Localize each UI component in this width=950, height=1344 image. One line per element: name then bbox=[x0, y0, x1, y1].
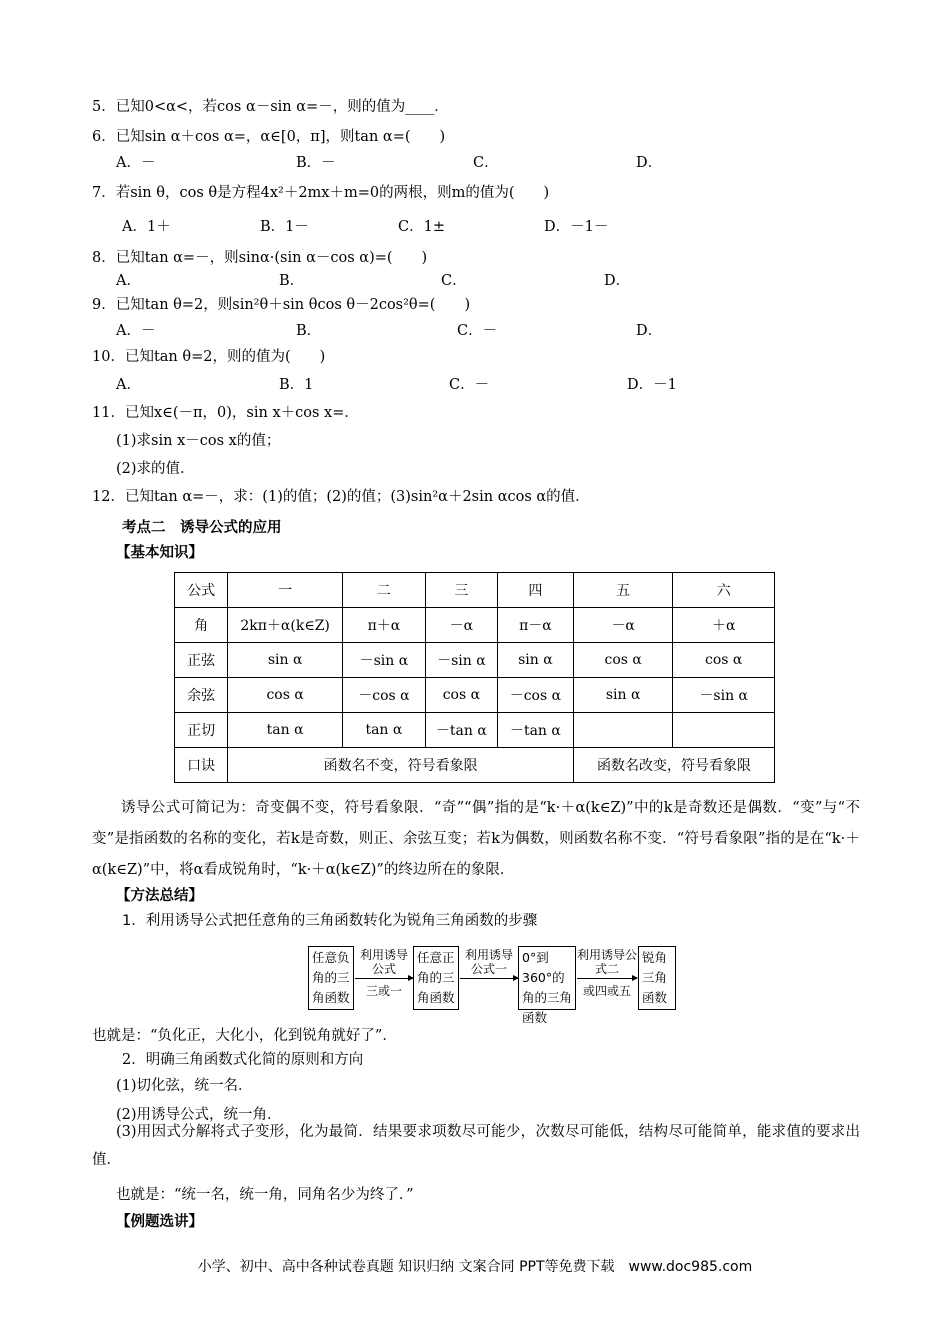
table-cell: 正切 bbox=[175, 713, 228, 748]
table-cell: 余弦 bbox=[175, 678, 228, 713]
table-cell: 口诀 bbox=[175, 748, 228, 783]
method-item-2: 2．明确三角函数式化简的原则和方向 bbox=[122, 1052, 364, 1068]
table-cell: －sin α bbox=[673, 678, 775, 713]
table-cell: π＋α bbox=[342, 608, 425, 643]
table-cell: tan α bbox=[228, 713, 343, 748]
flow-arrow-3 bbox=[577, 948, 637, 1001]
table-cell: 一 bbox=[228, 573, 343, 608]
arrow-label-bottom: 三或一 bbox=[365, 984, 402, 998]
option-b: B． bbox=[296, 323, 322, 339]
table-cell: 正弦 bbox=[175, 643, 228, 678]
arrow-label-bottom: 或四或五 bbox=[582, 984, 631, 998]
question-11: 11．已知x∈(－π，0)，sin x＋cos x=． bbox=[92, 405, 359, 421]
explanation-paragraph: 诱导公式可简记为：奇变偶不变，符号看象限．“奇”“偶”指的是“k·＋α(k∈Z)”中的k是奇数还是偶数．“变”与“不变”是指函数的名称的变化，若k是奇数，则正、余弦互变；若k为偶数，则函数名称不变．“符号看象限”指的是在“k·＋α(k∈Z)”中，将α看成锐角时，“k·＋α(k∈Z)”的终边所在的象限． bbox=[92, 800, 860, 878]
table-cell: 四 bbox=[497, 573, 573, 608]
table-cell: 公式 bbox=[175, 573, 228, 608]
principle-3: (3)用因式分解将式子变形，化为最简．结果要求项数尽可能少，次数尽可能低，结构尽可能简单，能求值的要求出值． bbox=[92, 1124, 860, 1168]
method-summary-heading: 【方法总结】 bbox=[116, 888, 203, 904]
table-cell: －sin α bbox=[425, 643, 497, 678]
arrow-icon bbox=[577, 978, 637, 979]
examples-heading: 【例题选讲】 bbox=[116, 1214, 203, 1230]
footer-text: 小学、初中、高中各种试卷真题 知识归纳 文案合同 PPT等免费下载 www.doc985.com bbox=[197, 1259, 753, 1275]
question-5: 5．已知0<α<，若cos α－sin α=－，则的值为____． bbox=[92, 99, 449, 115]
flow-box-3: 0°到360°的角的三角函数 bbox=[518, 946, 576, 1010]
option-c: C．1± bbox=[398, 219, 445, 235]
table-cell: cos α bbox=[425, 678, 497, 713]
table-cell: 角 bbox=[175, 608, 228, 643]
summary-2: 也就是：“统一名，统一角，同角名少为终了．” bbox=[116, 1187, 414, 1203]
option-b: B． bbox=[279, 273, 305, 289]
option-b: B．－ bbox=[296, 155, 336, 171]
table-cell: －tan α bbox=[425, 713, 497, 748]
table-cell: 五 bbox=[573, 573, 673, 608]
table-cell bbox=[573, 713, 673, 748]
table-cell: －tan α bbox=[497, 713, 573, 748]
table-row-mnemonic bbox=[175, 748, 775, 783]
option-a: A．1＋ bbox=[122, 219, 171, 235]
option-c: C．－ bbox=[457, 323, 498, 339]
option-c: C． bbox=[441, 273, 467, 289]
arrow-icon bbox=[460, 978, 518, 979]
question-11-part-1: (1)求sin x－cos x的值； bbox=[116, 433, 281, 449]
table-cell: 二 bbox=[342, 573, 425, 608]
table-cell: －sin α bbox=[342, 643, 425, 678]
option-a: A．－ bbox=[116, 155, 156, 171]
option-d: D． bbox=[636, 155, 663, 171]
table-cell: －α bbox=[573, 608, 673, 643]
table-cell: 2kπ＋α(k∈Z) bbox=[228, 608, 343, 643]
option-a: A．－ bbox=[116, 323, 156, 339]
table-row bbox=[175, 573, 775, 608]
table-cell: －α bbox=[425, 608, 497, 643]
principle-2: (2)用诱导公式，统一角． bbox=[116, 1107, 282, 1123]
induction-formula-table bbox=[174, 572, 775, 783]
flow-arrow-2 bbox=[460, 948, 518, 981]
table-cell: sin α bbox=[573, 678, 673, 713]
table-cell: 函数名不变，符号看象限 bbox=[228, 748, 574, 783]
table-row bbox=[175, 678, 775, 713]
table-cell: tan α bbox=[342, 713, 425, 748]
table-cell: ＋α bbox=[673, 608, 775, 643]
table-cell: sin α bbox=[497, 643, 573, 678]
option-d: D．－1－ bbox=[544, 219, 609, 235]
option-c: C．－ bbox=[449, 377, 490, 393]
arrow-label-top: 利用诱导公式 bbox=[359, 948, 408, 976]
table-cell: π－α bbox=[497, 608, 573, 643]
option-a: A． bbox=[116, 377, 141, 393]
flow-arrow-1 bbox=[355, 948, 413, 1001]
question-9: 9．已知tan θ=2，则sin²θ＋sin θcos θ－2cos²θ=( ) bbox=[92, 297, 471, 313]
summary-1: 也就是：“负化正，大化小，化到锐角就好了”． bbox=[92, 1028, 397, 1044]
option-a: A． bbox=[116, 273, 141, 289]
option-d: D．－1 bbox=[627, 377, 677, 393]
table-row bbox=[175, 643, 775, 678]
flow-box-4: 锐角三角函数 bbox=[638, 946, 676, 1010]
flow-box-1: 任意负角的三角函数 bbox=[308, 946, 354, 1010]
option-b: B．1－ bbox=[260, 219, 309, 235]
option-d: D． bbox=[604, 273, 631, 289]
table-cell: 三 bbox=[425, 573, 497, 608]
table-cell: －cos α bbox=[497, 678, 573, 713]
question-8: 8．已知tan α=－，则sinα·(sin α－cos α)=( ) bbox=[92, 250, 428, 266]
method-item-1: 1．利用诱导公式把任意角的三角函数转化为锐角三角函数的步骤 bbox=[122, 913, 538, 929]
option-d: D． bbox=[636, 323, 663, 339]
question-6: 6．已知sin α＋cos α=，α∈[0，π]，则tan α=( ) bbox=[92, 129, 446, 145]
basic-knowledge-heading: 【基本知识】 bbox=[116, 545, 203, 561]
table-cell: cos α bbox=[673, 643, 775, 678]
table-row bbox=[175, 713, 775, 748]
question-10: 10．已知tan θ=2，则的值为( ) bbox=[92, 349, 326, 365]
question-11-part-2: (2)求的值． bbox=[116, 461, 195, 477]
principle-1: (1)切化弦，统一名． bbox=[116, 1078, 253, 1094]
table-cell: 函数名改变，符号看象限 bbox=[573, 748, 774, 783]
table-cell: 六 bbox=[673, 573, 775, 608]
question-12: 12．已知tan α=－，求：(1)的值；(2)的值；(3)sin²α＋2sin αcos α的值． bbox=[92, 489, 590, 505]
table-row bbox=[175, 608, 775, 643]
table-cell bbox=[673, 713, 775, 748]
question-7: 7．若sin θ，cos θ是方程4x²＋2mx＋m=0的两根，则m的值为( ) bbox=[92, 185, 550, 201]
option-b: B．1 bbox=[279, 377, 314, 393]
arrow-label-top: 利用诱导公式二 bbox=[577, 948, 638, 976]
flow-box-2: 任意正角的三角函数 bbox=[413, 946, 459, 1010]
table-cell: －cos α bbox=[342, 678, 425, 713]
table-cell: sin α bbox=[228, 643, 343, 678]
table-cell: cos α bbox=[228, 678, 343, 713]
arrow-icon bbox=[355, 978, 413, 979]
arrow-label-top: 利用诱导公式一 bbox=[464, 948, 513, 976]
option-c: C． bbox=[473, 155, 499, 171]
section-title: 考点二 诱导公式的应用 bbox=[122, 520, 282, 536]
table-cell: cos α bbox=[573, 643, 673, 678]
